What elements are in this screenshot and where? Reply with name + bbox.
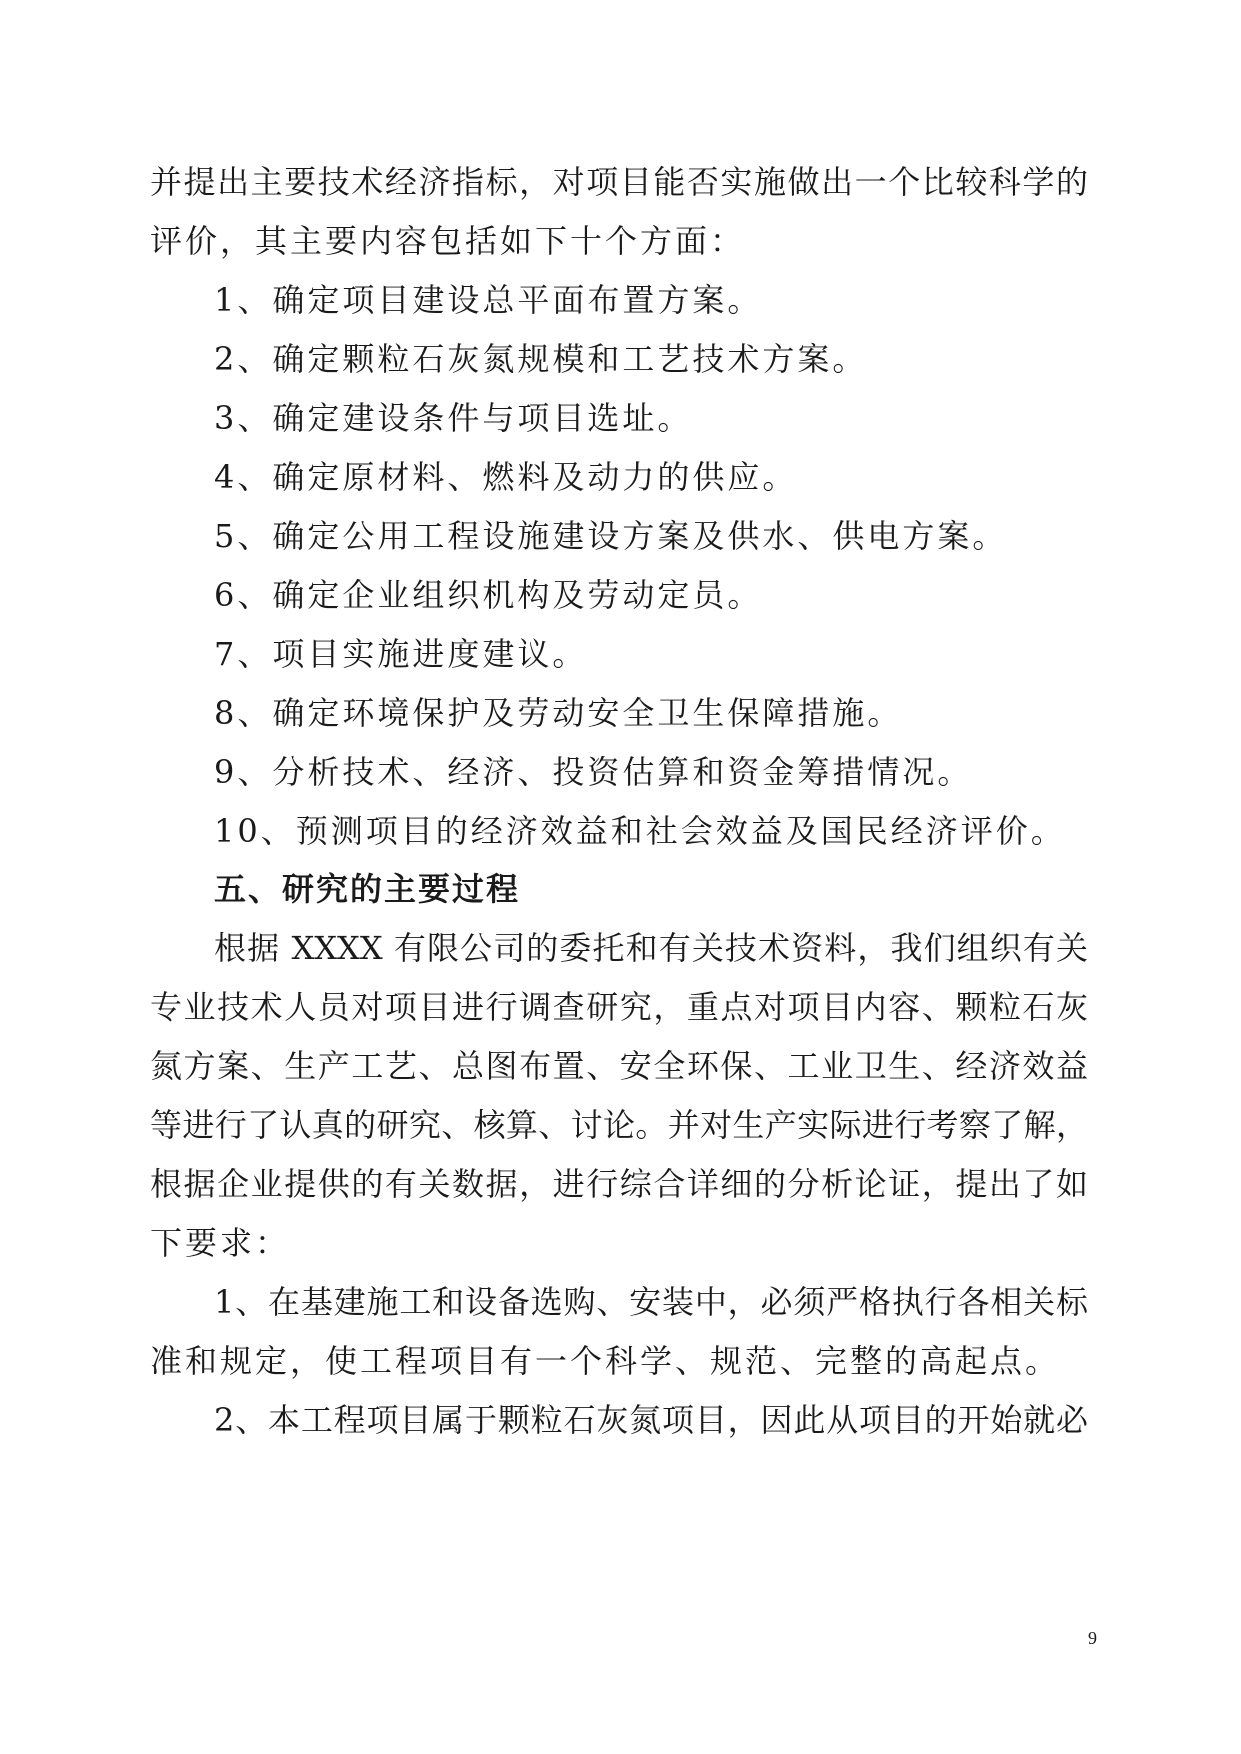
list-item: 9、分析技术、经济、投资估算和资金筹措情况。: [214, 753, 973, 791]
paragraph-line: 根据企业提供的有关数据，进行综合详细的分析论证，提出了如: [150, 1165, 1088, 1203]
paragraph-line: 并提出主要技术经济指标，对项目能否实施做出一个比较科学的: [150, 163, 1088, 201]
list-item: 3、确定建设条件与项目选址。: [214, 399, 693, 437]
list-item: 5、确定公用工程设施建设方案及供水、供电方案。: [214, 517, 1008, 555]
paragraph-line: 2、本工程项目属于颗粒石灰氮项目，因此从项目的开始就必: [214, 1401, 1088, 1439]
list-item: 7、项目实施进度建议。: [214, 635, 588, 673]
list-item: 1、确定项目建设总平面布置方案。: [214, 281, 763, 319]
paragraph-line: 准和规定，使工程项目有一个科学、规范、完整的高起点。: [150, 1342, 1061, 1380]
paragraph-line: 氮方案、生产工艺、总图布置、安全环保、工业卫生、经济效益: [150, 1047, 1088, 1085]
list-item: 8、确定环境保护及劳动安全卫生保障措施。: [214, 694, 903, 732]
list-item: 2、确定颗粒石灰氮规模和工艺技术方案。: [214, 340, 868, 378]
section-heading: 五、研究的主要过程: [214, 870, 521, 908]
paragraph-line: 根据 XXXX 有限公司的委托和有关技术资料，我们组织有关: [214, 929, 1088, 967]
paragraph-line: 1、在基建施工和设备选购、安装中，必须严格执行各相关标: [214, 1283, 1088, 1321]
paragraph-line: 等进行了认真的研究、核算、讨论。并对生产实际进行考察了解，: [150, 1106, 1088, 1144]
list-item: 10、预测项目的经济效益和社会效益及国民经济评价。: [214, 812, 1066, 850]
paragraph-line: 下要求：: [150, 1224, 291, 1262]
paragraph-line: 专业技术人员对项目进行调查研究，重点对项目内容、颗粒石灰: [150, 988, 1088, 1026]
list-item: 4、确定原材料、燃料及动力的供应。: [214, 458, 798, 496]
page-number: 9: [1088, 1628, 1097, 1648]
list-item: 6、确定企业组织机构及劳动定员。: [214, 576, 763, 614]
paragraph-line: 评价，其主要内容包括如下十个方面：: [150, 222, 746, 260]
